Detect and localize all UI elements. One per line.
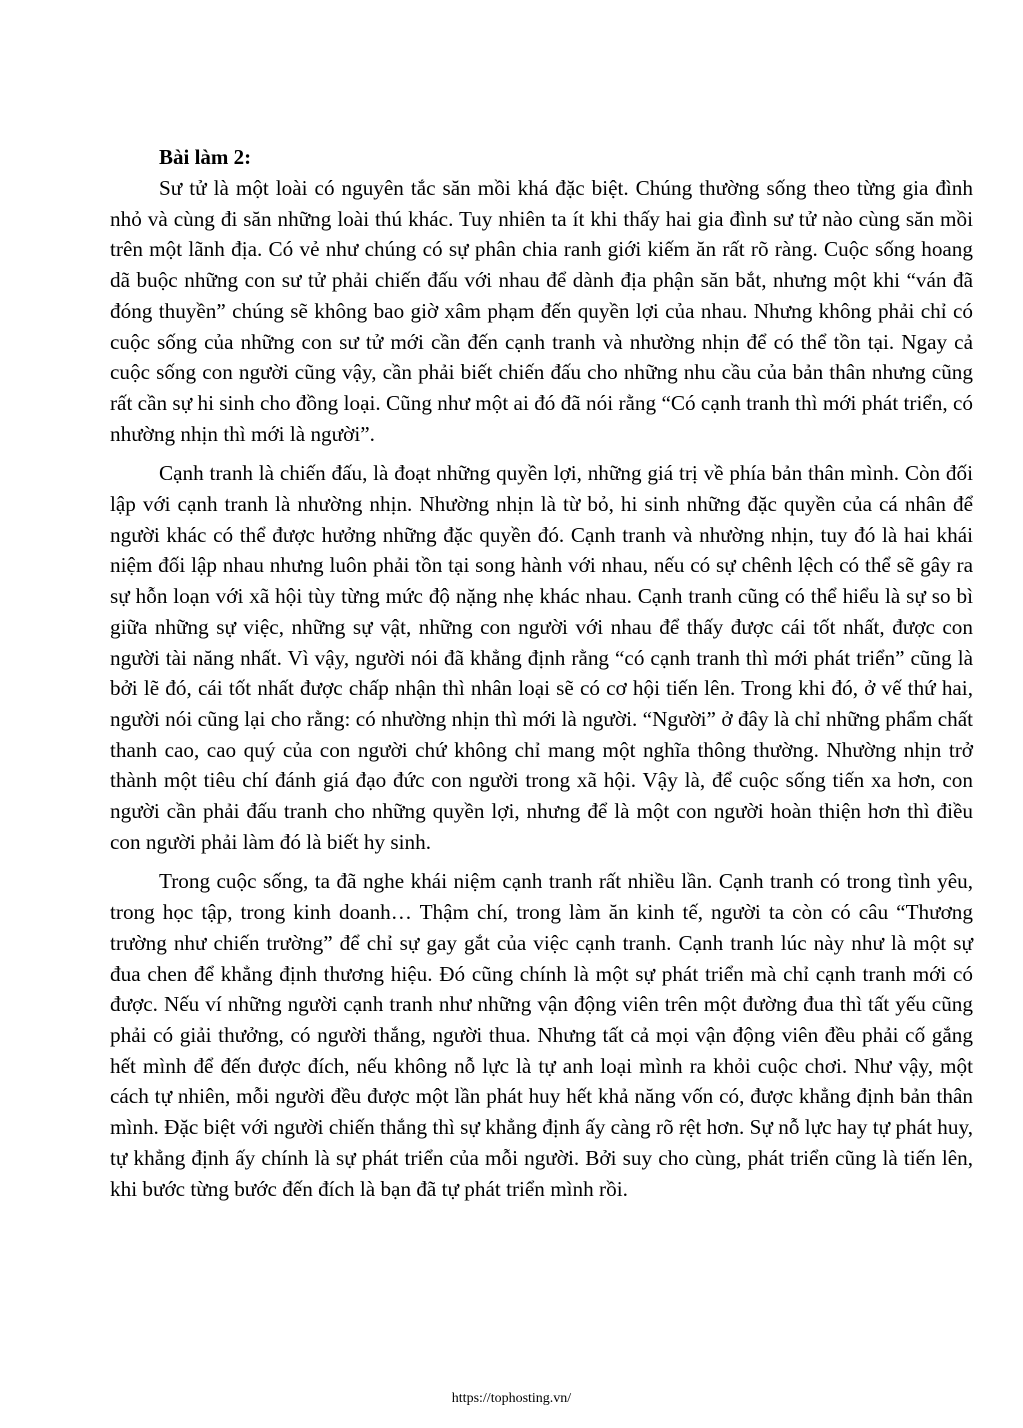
- paragraph-1: Sư tử là một loài có nguyên tắc săn mồi khá đặc biệt. Chúng thường sống theo từng gia đình nhỏ và cùng đi săn những loài thú khác. Tuy nhiên ta ít khi thấy hai gia đình sư tử nào cùng săn mồi trên một lãnh địa. Có vẻ như chúng có sự phân chia ranh giới kiếm ăn rất rõ ràng. Cuộc sống hoang dã buộc những con sư tử phải chiến đấu với nhau để dành địa phận săn bắt, nhưng một khi “ván đã đóng thuyền” chúng sẽ không bao giờ xâm phạm đến quyền lợi của nhau. Nhưng không phải chỉ có cuộc sống của những con sư tử mới cần đến cạnh tranh và nhường nhịn để có thể tồn tại. Ngay cả cuộc sống con người cũng vậy, cần phải biết chiến đấu cho những nhu cầu của bản thân nhưng cũng rất cần sự hi sinh cho đồng loại. Cũng như một ai đó đã nói rằng “Có cạnh tranh thì mới phát triển, có nhường nhịn thì mới là người”.: [110, 176, 973, 446]
- footer-url: https://tophosting.vn/: [451, 1391, 572, 1406]
- essay-heading: Bài làm 2:: [159, 145, 252, 169]
- paragraph-2: Cạnh tranh là chiến đấu, là đoạt những quyền lợi, những giá trị về phía bản thân mình. Còn đối lập với cạnh tranh là nhường nhịn. Nhường nhịn là từ bỏ, hi sinh những đặc quyền của cá nhân để người khác có thể được hưởng những đặc quyền đó. Cạnh tranh và nhường nhịn, tuy đó là hai khái niệm đối lập nhau nhưng luôn phải tồn tại song hành với nhau, nếu có sự chênh lệch có thể sẽ gây ra sự hỗn loạn với xã hội tùy từng mức độ nặng nhẹ khác nhau. Cạnh tranh cũng có thể hiểu là sự so bì giữa những sự việc, những sự vật, những con người với nhau để thấy được cái tốt nhất, được con người tài năng nhất. Vì vậy, người nói đã khẳng định rằng “có cạnh tranh thì mới phát triển” cũng là bởi lẽ đó, cái tốt nhất được chấp nhận thì nhân loại sẽ có cơ hội tiến lên. Trong khi đó, ở vế thứ hai, người nói cũng lại cho rằng: có nhường nhịn thì mới là người. “Người” ở đây là chỉ những phẩm chất thanh cao, cao quý của con người chứ không chỉ mang một nghĩa thông thường. Nhường nhịn trở thành một tiêu chí đánh giá đạo đức con người trong xã hội. Vậy là, để cuộc sống tiến xa hơn, con người cần phải đấu tranh cho những quyền lợi, nhưng để là một con người hoàn thiện hơn thì điều con người phải làm đó là biết hy sinh.: [110, 461, 973, 854]
- document-page: [110, 142, 973, 1213]
- paragraph-3: Trong cuộc sống, ta đã nghe khái niệm cạnh tranh rất nhiều lần. Cạnh tranh có trong tình yêu, trong học tập, trong kinh doanh… Thậm chí, trong làm ăn kinh tế, người ta còn có câu “Thương trường như chiến trường” để chỉ sự gay gắt của việc cạnh tranh. Cạnh tranh lúc này như là một sự đua chen để khẳng định thương hiệu. Đó cũng chính là một sự phát triển mà chỉ cạnh tranh mới có được. Nếu ví những người cạnh tranh như những vận động viên trên một đường đua thì tất yếu cũng phải có giải thưởng, có người thắng, người thua. Nhưng tất cả mọi vận động viên đều phải cố gắng hết mình để đến được đích, nếu không nỗ lực là tự anh loại mình ra khỏi cuộc chơi. Như vậy, một cách tự nhiên, mỗi người đều được một lần phát huy hết khả năng vốn có, được khẳng định bản thân mình. Đặc biệt với người chiến thắng thì sự khẳng định ấy càng rõ rệt hơn. Sự nỗ lực hay tự phát huy, tự khẳng định ấy chính là sự phát triển của mỗi người. Bởi suy cho cùng, phát triển cũng là tiến lên, khi bước từng bước đến đích là bạn đã tự phát triển mình rồi.: [110, 869, 973, 1201]
